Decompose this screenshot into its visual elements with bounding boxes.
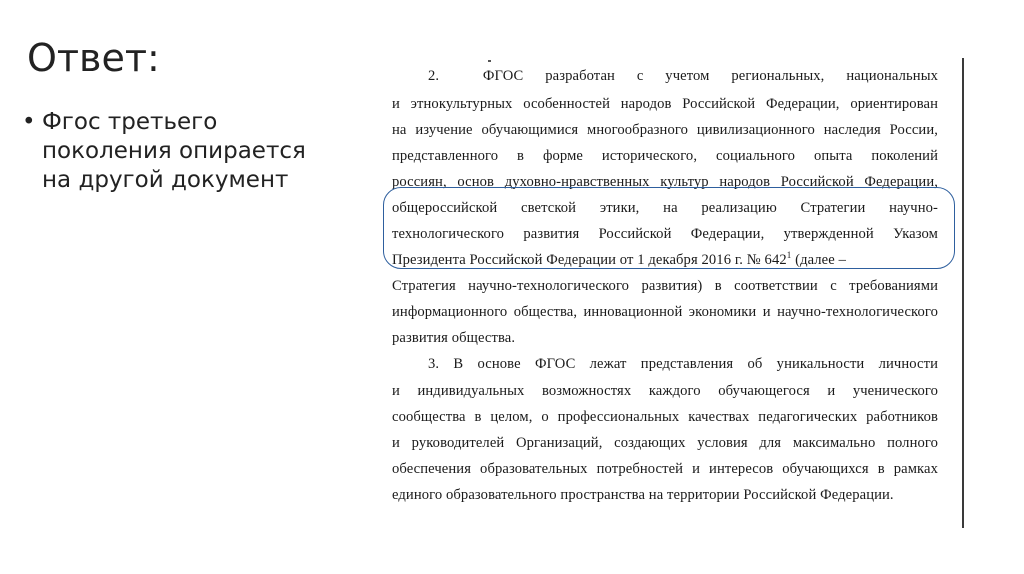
scan-speck — [488, 60, 491, 62]
doc-line: и руководителей Организаций, создающих условия для максимально полного — [392, 435, 938, 451]
doc-line: общероссийской светской этики, на реализацию Стратегии научно- — [392, 200, 938, 216]
doc-line: единого образовательного пространства на территории Российской Федерации. — [392, 487, 894, 503]
doc-line: сообщества в целом, о профессиональных качествах педагогических работников — [392, 409, 938, 425]
bullet-list — [22, 108, 322, 195]
doc-line: россиян, основ духовно-нравственных культур народов Российской Федерации, — [392, 174, 938, 190]
doc-line: информационного общества, инновационной экономики и научно-технологического — [392, 304, 938, 320]
bullet-item — [22, 108, 322, 195]
doc-line: Стратегия научно-технологического развития) в соответствии с требованиями — [392, 278, 938, 294]
doc-line: и индивидуальных возможностях каждого обучающегося и ученического — [392, 383, 938, 399]
doc-line-tail: (далее – — [791, 252, 846, 268]
doc-line: и этнокультурных особенностей народов Российской Федерации, ориентирован — [392, 96, 938, 112]
doc-line: на изучение обучающимися многообразного цивилизационного наследия России, — [392, 122, 938, 138]
doc-line: технологического развития Российской Федерации, утвержденной Указом — [392, 226, 938, 242]
slide-title: Ответ: — [27, 36, 160, 80]
doc-line-text: Президента Российской Федерации от 1 декабря 2016 г. № 642 — [392, 252, 787, 268]
highlight-oval — [383, 187, 955, 269]
scan-edge-line — [962, 58, 964, 528]
bullet-text: Фгос третьего поколения опирается на другой документ — [42, 109, 306, 193]
doc-line: развития общества. — [392, 330, 516, 346]
doc-line: представленного в форме исторического, социального опыта поколений — [392, 148, 938, 164]
footnote-mark: 1 — [786, 250, 792, 261]
bullet-marker: • — [22, 109, 36, 135]
doc-line: 3. В основе ФГОС лежат представления об уникальности личности — [428, 356, 938, 372]
doc-line: обеспечения образовательных потребностей и интересов обучающихся в рамках — [392, 461, 938, 477]
doc-line: 2. ФГОС разработан с учетом региональных, национальных — [428, 68, 938, 84]
